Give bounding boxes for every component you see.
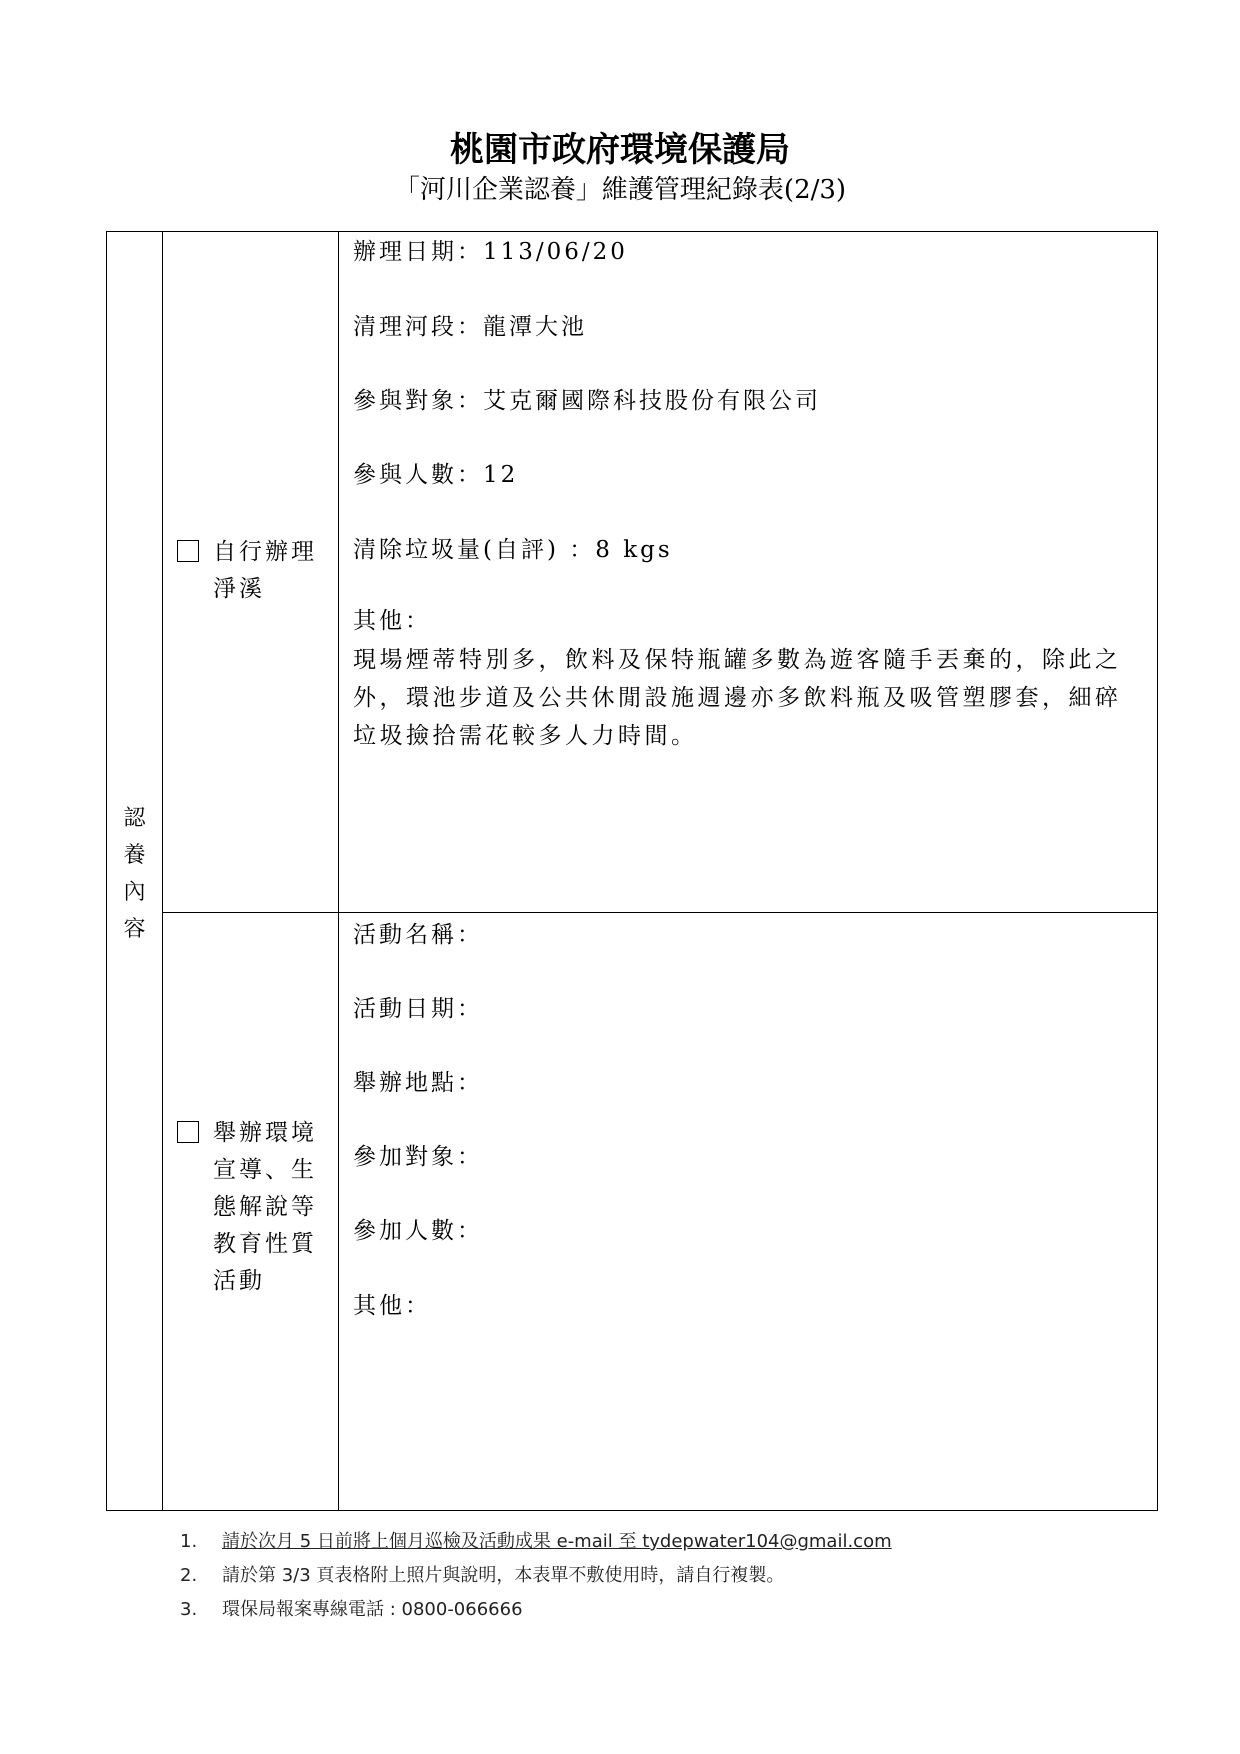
record-table	[106, 231, 1158, 1511]
cleanup-date: 辦理日期：113/06/20	[353, 239, 628, 265]
participants: 參與對象：艾克爾國際科技股份有限公司	[353, 388, 821, 414]
other-remarks: 現場煙蒂特別多，飲料及保特瓶罐多數為遊客隨手丟棄的，除此之外，環池步道及公共休閒設施週邊亦多飲料瓶及吸管塑膠套，細碎垃圾撿拾需花較多人力時間。	[353, 647, 1122, 749]
self-cleanup-label: 自行辦理 淨溪	[213, 539, 317, 602]
email-instruction-link[interactable]: 請於次月 5 日前將上個月巡檢及活動成果 e-mail 至 tydepwater104@gmail.com	[222, 1531, 892, 1552]
garbage-amount: 清除垃圾量(自評) ：8 kgs	[353, 537, 673, 563]
footnote-item: 2. 請於第 3/3 頁表格附上照片與說明，本表單不敷使用時，請自行複製。	[180, 1565, 785, 1586]
other-label: 其他：	[353, 608, 431, 634]
education-event-option[interactable]	[177, 1115, 337, 1300]
table-divider	[162, 232, 163, 1510]
event-other-label: 其他：	[353, 1293, 431, 1319]
page-subtitle: 「河川企業認養」維護管理紀錄表(2/3)	[393, 175, 847, 205]
event-name: 活動名稱：	[353, 922, 483, 948]
self-cleanup-checkbox[interactable]	[177, 540, 199, 562]
page-title: 桃園市政府環境保護局	[450, 130, 790, 170]
event-attendee-count: 參加人數：	[353, 1218, 483, 1244]
footnote-item: 3. 環保局報案專線電話 : 0800-066666	[180, 1599, 523, 1620]
footnote-item: 1. 請於次月 5 日前將上個月巡檢及活動成果 e-mail 至 tydepwater104@gmail.com	[180, 1531, 892, 1552]
education-event-label: 舉辦環境 宣導、生 態解說等 教育性質 活動	[213, 1120, 317, 1294]
table-divider	[338, 232, 339, 1510]
river-section: 清理河段：龍潭大池	[353, 314, 587, 340]
event-date: 活動日期：	[353, 996, 483, 1022]
event-attendees: 參加對象：	[353, 1144, 483, 1170]
event-venue: 舉辦地點：	[353, 1070, 483, 1096]
self-cleanup-details	[353, 232, 1147, 912]
section-label-adoption-content: 認 養 內 容	[123, 806, 146, 942]
education-event-details	[353, 912, 1147, 1510]
headcount: 參與人數：12	[353, 462, 519, 488]
education-event-checkbox[interactable]	[177, 1121, 199, 1143]
self-cleanup-option[interactable]	[177, 534, 337, 608]
